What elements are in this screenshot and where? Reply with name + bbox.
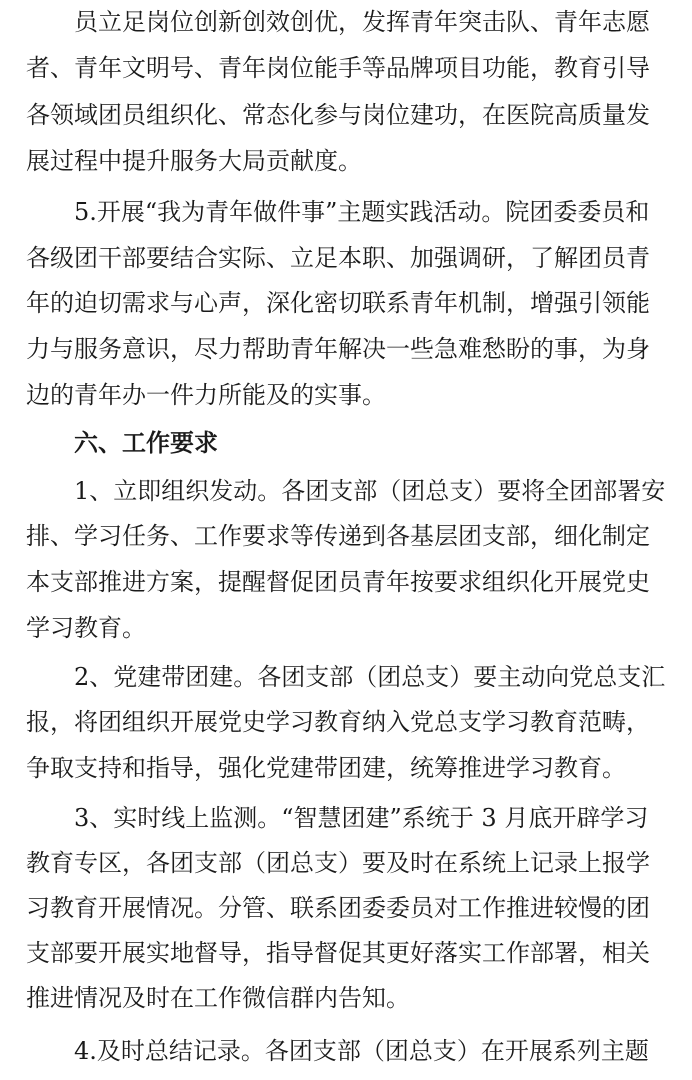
- text-line-14: 学习教育。: [26, 614, 146, 642]
- text-line-22: 推进情况及时在工作微信群内告知。: [26, 984, 410, 1012]
- text-line-1: 员立足岗位创新创效创优，发挥青年突击队、青年志愿: [26, 8, 650, 36]
- text-line-5: 5.开展“我为青年做件事”主题实践活动。院团委委员和: [26, 198, 650, 226]
- text-line-17: 争取支持和指导，强化党建带团建，统筹推进学习教育。: [26, 754, 626, 782]
- text-line-20: 习教育开展情况。分管、联系团委委员对工作推进较慢的团: [26, 894, 650, 922]
- text-line-2: 者、青年文明号、青年岗位能手等品牌项目功能，教育引导: [26, 54, 650, 82]
- text-line-15: 2、党建带团建。各团支部（团总支）要主动向党总支汇: [26, 663, 666, 691]
- text-line-23: 4.及时总结记录。各团支部（团总支）在开展系列主题: [26, 1037, 649, 1065]
- text-line-21: 支部要开展实地督导，指导督促其更好落实工作部署，相关: [26, 939, 650, 967]
- text-line-11: 1、立即组织发动。各团支部（团总支）要将全团部署安: [26, 477, 666, 505]
- text-line-6: 各级团干部要结合实际、立足本职、加强调研，了解团员青: [26, 244, 650, 272]
- text-line-4: 展过程中提升服务大局贡献度。: [26, 147, 362, 175]
- section-heading: 六、工作要求: [26, 428, 218, 457]
- text-line-13: 本支部推进方案，提醒督促团员青年按要求组织化开展党史: [26, 568, 650, 596]
- text-line-12: 排、学习任务、工作要求等传递到各基层团支部，细化制定: [26, 522, 650, 550]
- text-line-9: 边的青年办一件力所能及的实事。: [26, 381, 386, 409]
- text-line-16: 报，将团组织开展党史学习教育纳入党总支学习教育范畴，: [26, 708, 650, 736]
- text-line-8: 力与服务意识，尽力帮助青年解决一些急难愁盼的事，为身: [26, 335, 650, 363]
- text-line-18: 3、实时线上监测。“智慧团建”系统于 3 月底开辟学习: [26, 804, 649, 832]
- text-line-7: 年的迫切需求与心声，深化密切联系青年机制，增强引领能: [26, 289, 650, 317]
- text-line-19: 教育专区，各团支部（团总支）要及时在系统上记录上报学: [26, 849, 650, 877]
- text-line-3: 各领域团员组织化、常态化参与岗位建功，在医院高质量发: [26, 101, 650, 129]
